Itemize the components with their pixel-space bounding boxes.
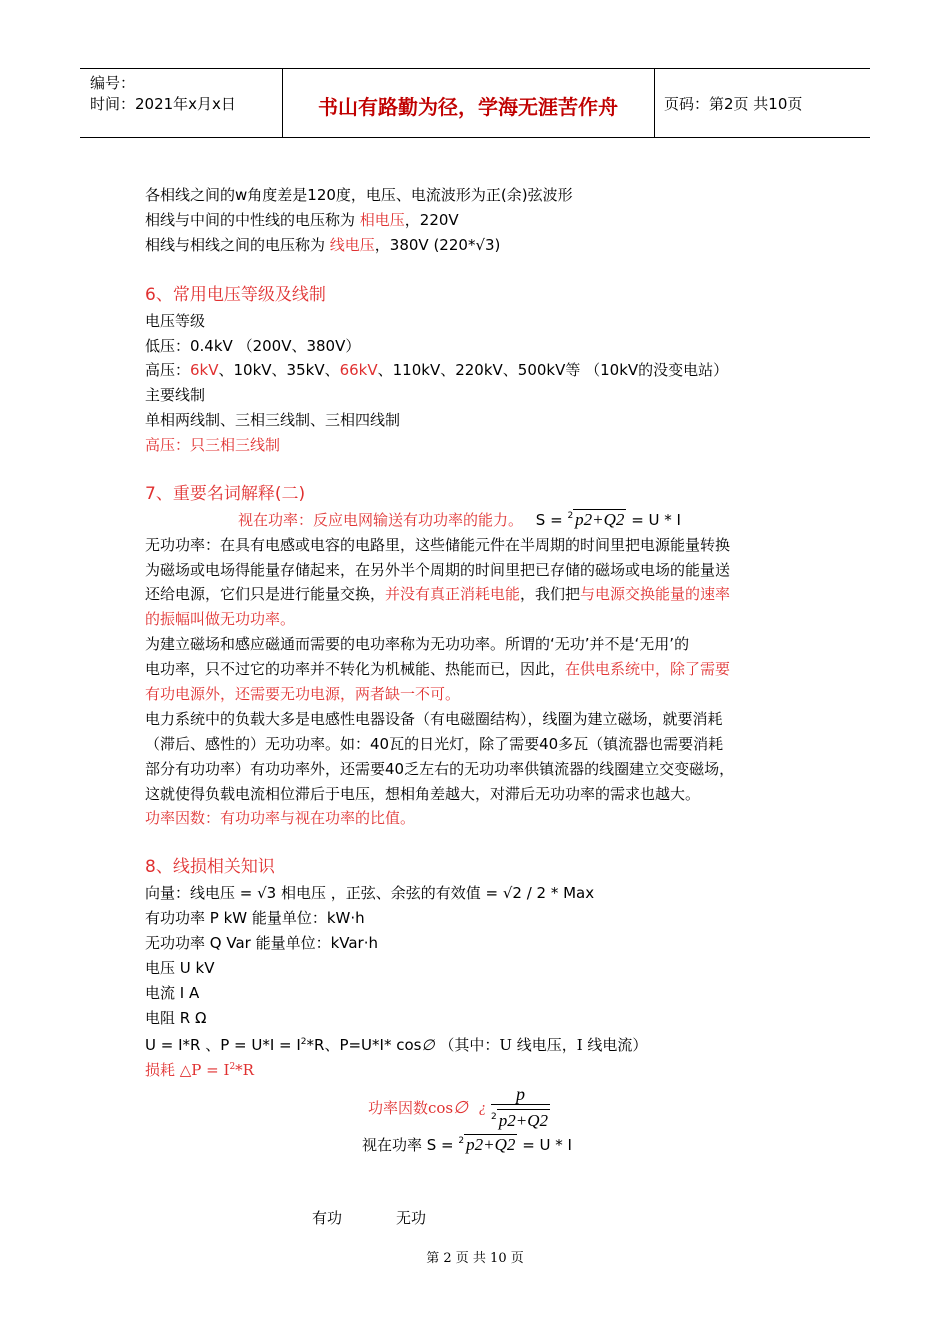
formula-lhs: 视在功率 S =	[362, 1136, 454, 1154]
header-divider	[654, 69, 655, 137]
sqrt-radicand: p2+Q2	[498, 1111, 548, 1130]
formula-rhs: = U * I	[631, 511, 681, 529]
s8-line-5: 电流 I A	[145, 984, 200, 1002]
section-6-heading: 6、常用电压等级及线制	[145, 285, 326, 305]
pf-label: 功率因数cos	[368, 1099, 454, 1117]
fraction	[491, 1084, 550, 1132]
root-index: 2	[458, 1136, 465, 1146]
s7-p2-line-3: 有功电源外，还需要无功电源，两者缺一不可。	[145, 685, 461, 703]
fraction-denominator	[491, 1104, 550, 1132]
text: （其中：U 线电压，I 线电流）	[434, 1036, 648, 1054]
highlight-line-voltage: 线电压	[329, 236, 375, 254]
text: 高压：	[145, 361, 191, 379]
root-index: 2	[567, 511, 574, 521]
root-index: 2	[491, 1112, 497, 1122]
s7-p3-line-1: 电力系统中的负载大多是电感性电器设备（有电磁圈结构），线圈为建立磁场，就要消耗	[145, 710, 723, 728]
power-factor-formula	[368, 1084, 550, 1132]
header-motto: 书山有路勤为径，学海无涯苦作舟	[318, 95, 618, 119]
label-active: 有功	[312, 1209, 343, 1227]
sqrt-radicand: p2+Q2	[575, 510, 625, 529]
s7-p1-line-2: 为磁场或电场得能量存储起来，在另外半个周期的时间里把已存储的磁场或电场的能量送	[145, 561, 731, 579]
highlight-text: 在供电系统中，除了需要	[565, 660, 731, 678]
apparent-power-formula	[362, 1131, 572, 1155]
formula-glyph: ¿	[478, 1100, 487, 1116]
page-footer: 第 2 页 共 10 页	[426, 1251, 524, 1266]
text: *R、P=U*I* cos	[306, 1036, 422, 1054]
phi-symbol: ∅	[421, 1038, 435, 1054]
text: 相线与中间的中性线的电压称为	[145, 211, 360, 229]
s6-line-2: 低压：0.4kV （200V、380V）	[145, 337, 361, 355]
formula-rhs: = U * I	[522, 1136, 572, 1154]
text: 、10kV、35kV、	[218, 361, 340, 379]
intro-line-3	[145, 235, 500, 255]
s6-line-4: 主要线制	[145, 386, 206, 404]
s8-line-1: 向量：线电压 = √3 相电压 ，正弦、余弦的有效值 = √2 / 2 * Max	[145, 884, 595, 902]
power-factor-definition: 功率因数：有功功率与视在功率的比值。	[145, 809, 416, 827]
s7-p1-line-1: 无功功率：在具有电感或电容的电路里，这些储能元件在半周期的时间里把电源能量转换	[145, 536, 731, 554]
intro-line-2	[145, 210, 459, 230]
header-number: 编号：	[90, 74, 136, 92]
section-8-heading: 8、线损相关知识	[145, 857, 275, 877]
highlight-phase-voltage: 相电压	[359, 211, 405, 229]
loss-formula	[145, 1057, 254, 1080]
formula-lhs: S =	[535, 511, 563, 529]
text: *R	[235, 1061, 254, 1079]
s7-p1-line-4: 的振幅叫做无功功率。	[145, 610, 296, 628]
highlight-6kv: 6kV	[190, 361, 219, 379]
text: 电功率，只不过它的功率并不转化为机械能、热能而已，因此，	[145, 660, 566, 678]
sqrt-radicand: p2+Q2	[466, 1135, 516, 1154]
header-page: 页码：第2页 共10页	[664, 95, 803, 113]
highlight-text: 并没有真正消耗电能	[385, 585, 521, 603]
highlight-66kv: 66kV	[339, 361, 378, 379]
text: 损耗 △P = I	[145, 1061, 230, 1079]
s7-p1-line-3	[145, 584, 730, 604]
text: 、110kV、220kV、500kV等 （10kV的没变电站）	[377, 361, 729, 379]
s7-p3-line-3: 部分有功功率）有功功率外，还需要40乏左右的无功功率供镇流器的线圈建立交变磁场，	[145, 760, 735, 778]
s8-line-3: 无功功率 Q Var 能量单位：kVar·h	[145, 934, 378, 952]
phi-symbol: ∅	[453, 1098, 468, 1117]
s6-line-1: 电压等级	[145, 312, 206, 330]
section-7-heading: 7、重要名词解释(二)	[145, 484, 306, 504]
s7-p2-line-2	[145, 659, 730, 679]
header-time: 时间：2021年x月x日	[90, 95, 236, 113]
s8-formula-line	[145, 1032, 647, 1056]
s6-line-6: 高压：只三相三线制	[145, 436, 281, 454]
s8-line-2: 有功功率 P kW 能量单位：kW·h	[145, 909, 365, 927]
s8-line-4: 电压 U kV	[145, 959, 215, 977]
highlight-text: 与电源交换能量的速率	[580, 585, 731, 603]
s8-line-6: 电阻 R Ω	[145, 1009, 207, 1027]
header-left	[90, 73, 236, 115]
fraction-numerator: p	[516, 1084, 525, 1104]
intro-line-1: 各相线之间的w角度差是120度，电压、电流波形为正(余)弦波形	[145, 186, 573, 204]
s7-p2-line-1: 为建立磁场和感应磁通而需要的电功率称为无功功率。所谓的‘无功’并不是‘无用’的	[145, 635, 690, 653]
s6-line-3	[145, 360, 728, 380]
label-reactive: 无功	[396, 1209, 427, 1227]
text: 还给电源，它们只是进行能量交换，	[145, 585, 386, 603]
superscript: 2	[229, 1062, 236, 1072]
superscript: 2	[300, 1037, 307, 1047]
text: U = I*R 、P = U*I = I	[145, 1036, 301, 1054]
s6-line-5: 单相两线制、三相三线制、三相四线制	[145, 411, 401, 429]
apparent-power-definition	[238, 506, 681, 530]
text: ，我们把	[520, 585, 581, 603]
text: 相线与相线之间的电压称为	[145, 236, 330, 254]
s7-p3-line-4: 这就使得负载电流相位滞后于电压，想相角差越大，对滞后无功功率的需求也越大。	[145, 785, 701, 803]
s7-p3-line-2: （滞后、感性的）无功功率。如：40瓦的日光灯，除了需要40多瓦（镇流器也需要消耗	[145, 735, 724, 753]
text: ，220V	[404, 211, 459, 229]
text: ，380V (220*√3)	[374, 236, 501, 254]
apparent-power-text: 视在功率：反应电网输送有功功率的能力。	[238, 511, 524, 529]
page-header	[80, 68, 870, 138]
